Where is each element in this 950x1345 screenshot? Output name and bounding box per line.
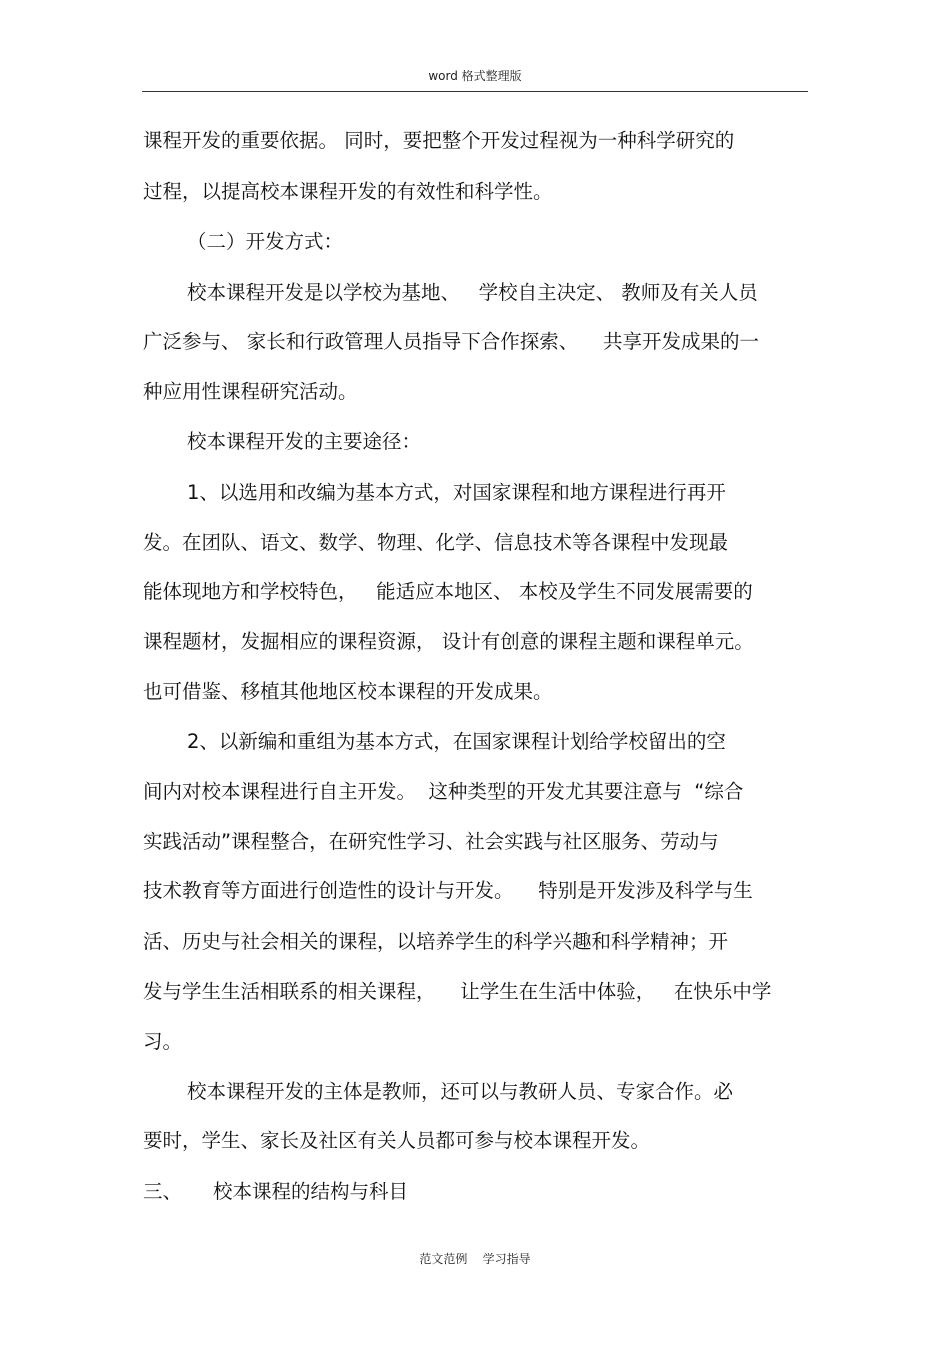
text-line: 发。在团队、语文、数学、物理、化学、信息技术等各课程中发现最 [143, 531, 729, 554]
text-line: 课程开发的重要依据。 同时，要把整个开发过程视为一种科学研究的 [143, 129, 735, 152]
text-line: 技术教育等方面进行创造性的设计与开发。 特别是开发涉及科学与生 [143, 879, 753, 902]
text-line: 要时，学生、家长及社区有关人员都可参与校本课程开发。 [143, 1129, 651, 1152]
text-line: 校本课程开发的主要途径： [187, 430, 422, 453]
list-item: 2、以新编和重组为基本方式，在国家课程计划给学校留出的空 [187, 730, 726, 753]
section-heading: 三、 校本课程的结构与科目 [143, 1180, 408, 1203]
text-line: 发与学生生活相联系的相关课程， 让学生在生活中体验， 在快乐中学 [143, 980, 772, 1003]
text-line: 过程，以提高校本课程开发的有效性和科学性。 [143, 180, 553, 203]
page-footer: 范文范例 学习指导 [419, 1252, 531, 1266]
text-line: 实践活动”课程整合，在研究性学习、社会实践与社区服务、劳动与 [143, 830, 719, 853]
text-line: 习。 [143, 1030, 183, 1053]
text-line: 校本课程开发的主体是教师，还可以与教研人员、专家合作。必 [187, 1080, 734, 1103]
section-heading: （二）开发方式： [187, 230, 344, 253]
text-line: 课程题材，发掘相应的课程资源， 设计有创意的课程主题和课程单元。 [143, 630, 754, 653]
text-line: 能体现地方和学校特色， 能适应本地区、 本校及学生不同发展需要的 [143, 580, 753, 603]
text-line: 种应用性课程研究活动。 [143, 380, 358, 403]
page-header: word 格式整理版 [428, 69, 522, 83]
list-item: 1、以选用和改编为基本方式，对国家课程和地方课程进行再开 [187, 481, 726, 504]
text-line: 活、历史与社会相关的课程，以培养学生的科学兴趣和科学精神；开 [143, 930, 729, 953]
header-divider [142, 91, 808, 92]
text-line: 广泛参与、 家长和行政管理人员指导下合作探索、 共享开发成果的一 [143, 330, 759, 353]
text-line: 也可借鉴、移植其他地区校本课程的开发成果。 [143, 680, 553, 703]
text-line: 校本课程开发是以学校为基地、 学校自主决定、 教师及有关人员 [187, 281, 758, 304]
text-line: 间内对校本课程进行自主开发。 这种类型的开发尤其要注意与 “综合 [143, 780, 744, 803]
